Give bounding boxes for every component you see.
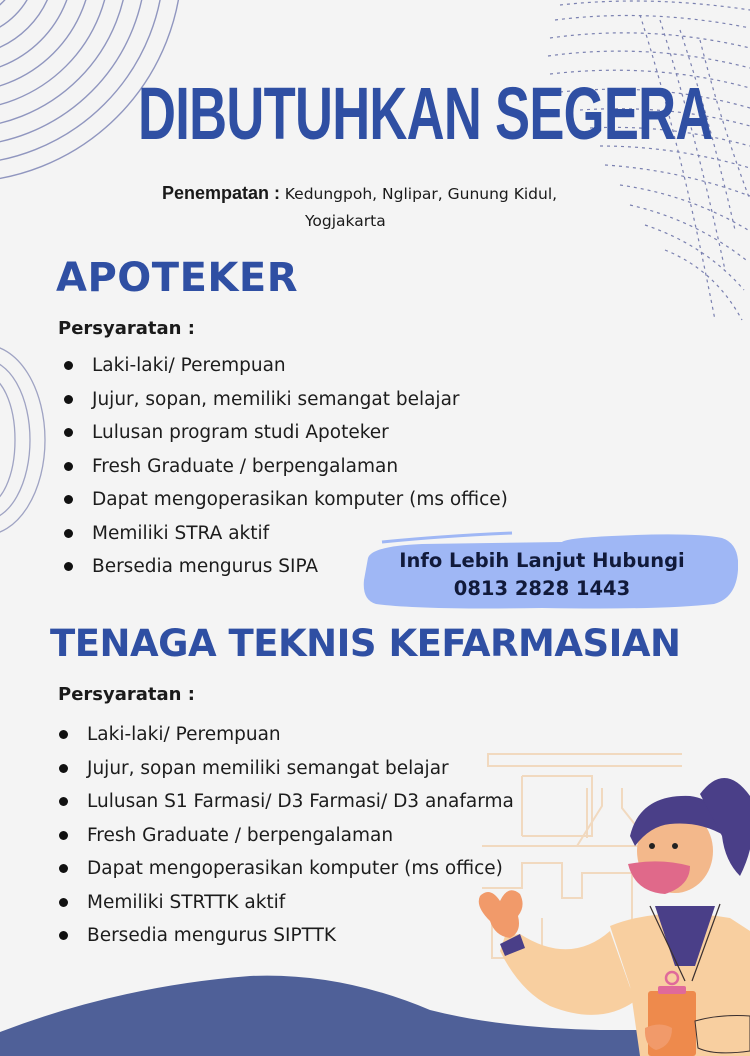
list-item (64, 450, 508, 484)
page-title: DIBUTUHKAN SEGERA (138, 72, 713, 155)
list-item (59, 852, 514, 886)
bullet-icon (59, 730, 68, 739)
bullet-icon (64, 462, 73, 471)
list-item (64, 416, 508, 450)
list-item (64, 349, 508, 383)
placement-info (162, 178, 558, 230)
decorative-dotted-waves-top-right (520, 0, 750, 330)
bullet-icon (59, 898, 68, 907)
requirements-label-apoteker: Persyaratan : (58, 318, 195, 339)
bullet-icon (64, 361, 73, 370)
list-item (64, 383, 508, 417)
list-item (59, 919, 514, 953)
requirements-label-ttk: Persyaratan : (58, 684, 195, 705)
list-item (59, 785, 514, 819)
bullet-icon (59, 931, 68, 940)
bottom-wave (0, 966, 750, 1056)
bullet-icon (64, 529, 73, 538)
requirement-text: Dapat mengoperasikan komputer (ms office) (92, 489, 508, 510)
requirement-text: Bersedia mengurus SIPA (92, 556, 319, 577)
placement-value-line2: Yogjakarta (305, 212, 386, 230)
position-title-ttk: TENAGA TEKNIS KEFARMASIAN (50, 622, 681, 665)
requirement-text: Memiliki STRA aktif (92, 522, 270, 544)
requirements-list-ttk (59, 718, 514, 953)
requirement-text: Laki-laki/ Perempuan (87, 724, 281, 745)
list-item (59, 718, 514, 752)
placement-label: Penempatan : (162, 183, 281, 203)
requirement-text: Lulusan S1 Farmasi/ D3 Farmasi/ D3 anafarma (87, 791, 514, 812)
bullet-icon (59, 797, 68, 806)
bullet-icon (64, 562, 73, 571)
requirement-text: Bersedia mengurus SIPTTK (87, 925, 337, 946)
contact-label: Info Lebih Lanjut Hubungi (399, 549, 685, 572)
bullet-icon (59, 864, 68, 873)
list-item (59, 886, 514, 920)
bullet-icon (64, 495, 73, 504)
list-item (64, 483, 508, 517)
position-title-apoteker: APOTEKER (56, 255, 299, 301)
contact-phone[interactable]: 0813 2828 1443 (453, 577, 631, 600)
requirement-text: Lulusan program studi Apoteker (92, 422, 389, 443)
bullet-icon (64, 428, 73, 437)
bullet-icon (59, 764, 68, 773)
decorative-arcs-left (0, 340, 60, 540)
requirement-text: Laki-laki/ Perempuan (92, 355, 286, 376)
contact-info (362, 530, 738, 612)
requirement-text: Dapat mengoperasikan komputer (ms office) (87, 858, 503, 879)
requirement-text: Memiliki STRTTK aktif (87, 891, 286, 913)
requirement-text: Fresh Graduate / berpengalaman (87, 824, 394, 846)
placement-value-line1: Kedungpoh, Nglipar, Gunung Kidul, (284, 185, 558, 203)
bullet-icon (64, 395, 73, 404)
bullet-icon (59, 831, 68, 840)
list-item (59, 819, 514, 853)
requirement-text: Jujur, sopan, memiliki semangat belajar (92, 388, 460, 410)
requirement-text: Jujur, sopan memiliki semangat belajar (87, 757, 449, 779)
list-item (59, 752, 514, 786)
requirement-text: Fresh Graduate / berpengalaman (92, 455, 399, 477)
